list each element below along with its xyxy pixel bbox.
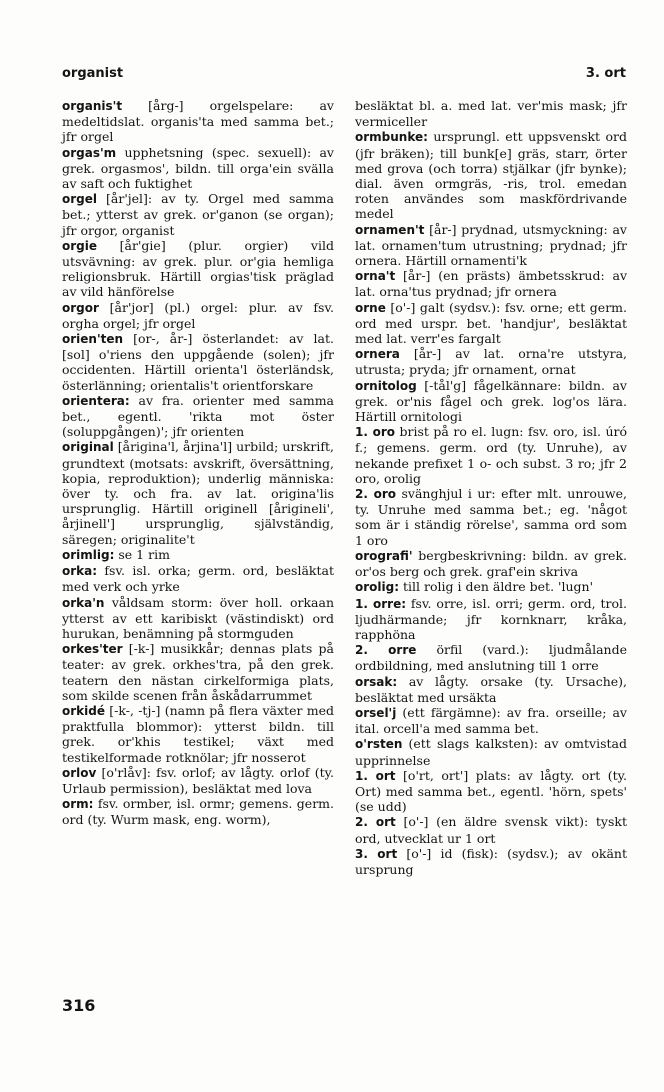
definition: [år-] prydnad, utsmyckning: av lat. ornamen'tum utrustning; prydnad; jfr ornera. Härtill ornamenti'k: [355, 221, 627, 269]
headword: orm:: [62, 797, 94, 812]
definition: våldsam storm: över holl. orkaan ytterst av ett karibiskt (västindiskt) ord hurukan, benämning på stormguden: [62, 594, 334, 641]
dictionary-entry: [355, 548, 627, 579]
definition: [o'rlåv]: fsv. orlof; av lågty. orlof (ty. Urlaub permission), besläktat med lova: [62, 764, 334, 796]
headword: 1. ort: [355, 768, 396, 783]
dictionary-entry: [355, 596, 627, 643]
dictionary-entry: [62, 703, 334, 765]
definition: upphetsning (spec. sexuell): av grek. orgasmos', bildn. till orga'ein svälla av saft och fuktighet: [62, 144, 334, 192]
dictionary-entry: [355, 268, 627, 299]
headword: orkes'ter: [62, 642, 123, 657]
dictionary-entry: [355, 222, 627, 269]
definition: fsv. orre, isl. orri; germ. ord, trol. ljudhärmande; jfr kornknarr, kråka, rapphöna: [355, 595, 627, 642]
headword: original: [62, 440, 114, 455]
headword: orna't: [355, 269, 396, 284]
definition: besläktat bl. a. med lat. ver'mis mask; jfr vermiceller: [355, 98, 627, 130]
right-column: [355, 98, 627, 877]
headword: o'rsten: [355, 737, 403, 752]
definition: fsv. ormber, isl. ormr; gemens. germ. ord (ty. Wurm mask, eng. worm),: [62, 796, 334, 828]
headword: orsak:: [355, 674, 398, 689]
headword: ornera: [355, 347, 400, 362]
left-column: [62, 98, 334, 828]
definition: [år-] (en prästs) ämbetsskrud: av lat. orna'tus prydnad; jfr ornera: [355, 268, 627, 300]
headword: orgor: [62, 300, 99, 315]
dictionary-entry: [62, 641, 334, 703]
dictionary-entry: [355, 424, 627, 486]
dictionary-entry: [355, 814, 627, 845]
page-number: 316: [62, 996, 96, 1015]
definition: [årigina'l, årjina'l] urbild; urskrift, grundtext (motsats: avskrift, översättning, kopia, reproduktion); underlig människa: över ty. och fra. av lat. origina'lis ursprunglig. Härtill originell [årigineli', årjinell'] ursprunglig, självständig, säregen; originalite't: [62, 439, 334, 547]
headword: ormbunke:: [355, 130, 428, 145]
dictionary-entry: [355, 346, 627, 377]
headword: 3. ort: [355, 846, 398, 861]
definition: av lågty. orsake (ty. Ursache), besläktat med ursäkta: [355, 673, 627, 705]
headword: orientera:: [62, 393, 130, 408]
running-head-right: 3. ort: [585, 66, 626, 81]
definition: [årg-] orgelspelare: av medeltidslat. organis'ta med samma bet.; jfr orgel: [62, 98, 334, 145]
dictionary-entry: [62, 238, 334, 300]
definition: av fra. orienter med samma bet., egentl. 'rikta mot öster (soluppgången)'; jfr orienten: [62, 392, 334, 440]
definition: [år'gie] (plur. orgier) vild utsvävning: av grek. plur. or'gia hemliga religionsbruk. Härtill orgias'tisk präglad av vild hänförelse: [62, 237, 334, 300]
definition: (ett färgämne): av fra. orseille; av ital. orcell'a med samma bet.: [355, 704, 627, 737]
definition: [-k-] musikkår; dennas plats på teater: av grek. orkhes'tra, på den grek. teatern den nästan cirkelformiga plats, som skilde scenen från åskådarrummet: [62, 641, 334, 703]
headword: 1. orre:: [355, 596, 407, 611]
dictionary-entry: [355, 846, 627, 877]
headword: 1. oro: [355, 425, 396, 440]
definition: [år-] av lat. orna're utstyra, utrusta; pryda; jfr ornament, ornat: [355, 346, 627, 378]
definition: [o'-] (en äldre svensk vikt): tyskt ord, utvecklat ur 1 ort: [355, 814, 628, 846]
headword: 2. oro: [355, 487, 396, 502]
headword: orgel: [62, 192, 98, 207]
dictionary-entry: [62, 595, 334, 642]
dictionary-entry: [62, 563, 334, 594]
dictionary-entry: [62, 765, 334, 796]
dictionary-entry: [355, 674, 627, 705]
dictionary-entry: [62, 796, 334, 827]
headword: ornitolog: [355, 378, 417, 393]
definition: [-k-, -tj-] (namn på flera växter med praktfulla blommor): ytterst bildn. till grek. or'khis testikel; växt med testikelformade rotknölar; jfr nosserot: [62, 702, 334, 765]
definition: se 1 rim: [114, 546, 170, 562]
headword: orgie: [62, 238, 98, 253]
definition: (ett slags kalksten): av omtvistad upprinnelse: [355, 736, 627, 768]
definition: [-tål'g] fågelkännare: bildn. av grek. or'nis fågel och grek. log'os lära. Härtill ornitologi: [355, 377, 627, 425]
dictionary-entry: [355, 98, 627, 129]
headword: orgas'm: [62, 145, 117, 160]
headword: orka'n: [62, 595, 105, 610]
headword: orne: [355, 300, 386, 315]
headword: ornamen't: [355, 222, 425, 237]
dictionary-entry: [355, 129, 627, 221]
headword: orlov: [62, 765, 97, 780]
definition: till rolig i den äldre bet. 'lugn': [399, 579, 594, 595]
headword: orimlig:: [62, 547, 115, 562]
dictionary-entry: [62, 439, 334, 546]
definition: bergbeskrivning: bildn. av grek. or'os berg och grek. graf'ein skriva: [355, 547, 627, 580]
definition: [o'-] galt (sydsv.): fsv. orne; ett germ. ord med urspr. bet. 'handjur', besläktat med lat. verr'es fargalt: [355, 299, 627, 347]
dictionary-entry: [62, 331, 334, 393]
definition: brist på ro el. lugn: fsv. oro, isl. úró f.; gemens. germ. ord (ty. Unruhe), av nekande prefixet 1 o- och subst. 3 ro; jfr 2 oro, orolig: [355, 424, 627, 486]
dictionary-entry: [355, 736, 627, 767]
dictionary-entry: [355, 486, 627, 548]
definition: ursprungl. ett uppsvenskt ord (jfr bräken); till bunk[e] gräs, starr, örter med grova (och torra) stjälkar (jfr bynke); dial. även ormgräs, -ris, trol. emedan roten användes som maskfördrivande medel: [355, 129, 627, 222]
dictionary-entry: [62, 393, 334, 440]
definition: [o'-] id (fisk): (sydsv.); av okänt ursprung: [355, 845, 628, 877]
definition: örfil (vard.): ljudmålande ordbildning, med anslutning till 1 orre: [355, 642, 627, 674]
definition: [år'jel]: av ty. Orgel med samma bet.; ytterst av grek. or'ganon (se organ); jfr orgor, organist: [62, 191, 334, 238]
headword: 2. orre: [355, 643, 417, 658]
headword: orien'ten: [62, 332, 124, 347]
dictionary-entry: [355, 642, 627, 673]
definition: svänghjul i ur: efter mlt. unrouwe, ty. Unruhe med samma bet.; eg. 'något som är i ständig rörelse', samma ord som 1 oro: [355, 486, 627, 548]
definition: [or-, år-] österlandet: av lat. [sol] o'riens den uppgående (solen); jfr occidenten. Härtill orienta'l österländsk, österlänning; orientalis't orientforskare: [62, 331, 334, 393]
headword: orsel'j: [355, 705, 397, 720]
dictionary-entry: [355, 378, 627, 425]
dictionary-entry: [62, 300, 334, 331]
running-head-left: organist: [62, 66, 124, 81]
dictionary-entry: [62, 191, 334, 238]
dictionary-entry: [62, 98, 334, 145]
dictionary-entry: [62, 547, 334, 563]
headword: orkidé: [62, 703, 105, 718]
headword: organis't: [62, 99, 123, 113]
headword: orolig:: [355, 580, 400, 595]
dictionary-entry: [355, 579, 627, 595]
headword: 2. ort: [355, 815, 396, 830]
definition: fsv. isl. orka; germ. ord, besläktat med verk och yrke: [62, 563, 334, 595]
headword: orografi': [355, 548, 413, 563]
definition: [o'rt, ort'] plats: av lågty. ort (ty. Ort) med samma bet., egentl. 'hörn, spets' (se udd): [355, 767, 628, 815]
definition: [år'jor] (pl.) orgel: plur. av fsv. orgha orgel; jfr orgel: [62, 299, 334, 331]
dictionary-entry: [355, 705, 627, 736]
headword: orka:: [62, 564, 98, 579]
dictionary-entry: [62, 145, 334, 192]
dictionary-entry: [355, 768, 627, 815]
dictionary-entry: [355, 300, 627, 347]
